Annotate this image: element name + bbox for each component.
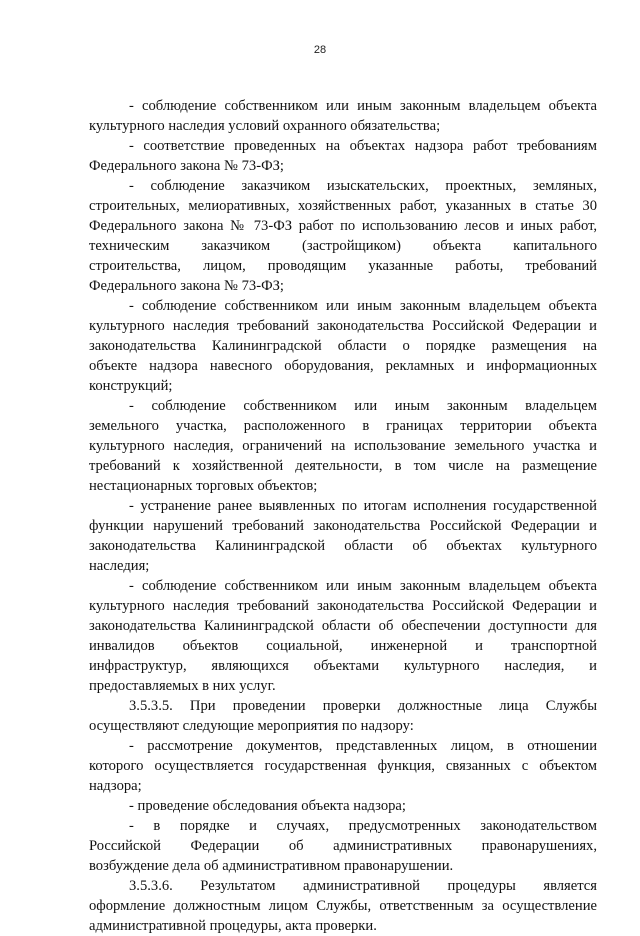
- text-line: - соответствие проведенных на объектах надзора работ требованиям: [129, 138, 597, 154]
- text-line: нестационарных торговых объектов;: [89, 478, 318, 494]
- text-line: законодательства Калининградской области об объектах культурного: [89, 538, 597, 554]
- text-line: оформление должностным лицом Службы, ответственным за осуществление: [89, 898, 597, 914]
- text-line: наследия;: [89, 558, 150, 574]
- text-line: - соблюдение собственником или иным законным владельцем объекта: [129, 298, 597, 314]
- page-number: 28: [313, 44, 327, 56]
- text-line: культурного наследия требований законодательства Российской Федерации и: [89, 318, 597, 334]
- text-line: - соблюдение собственником или иным законным владельцем: [129, 398, 597, 414]
- text-line: функции нарушений требований законодательства Российской Федерации и: [89, 518, 597, 534]
- text-line: Федерального закона № 73-ФЗ;: [89, 158, 284, 174]
- text-line: - соблюдение заказчиком изыскательских, проектных, земляных,: [129, 178, 597, 194]
- text-line: - в порядке и случаях, предусмотренных законодательством: [129, 818, 597, 834]
- text-line: техническим заказчиком (застройщиком) объекта капитального: [89, 238, 597, 254]
- text-line: законодательства Калининградской области об обеспечении доступности для: [89, 618, 597, 634]
- text-line: административной процедуры, акта проверки.: [89, 918, 377, 934]
- text-line: - соблюдение собственником или иным законным владельцем объекта: [129, 578, 597, 594]
- text-line: Федерального закона № 73-ФЗ работ по использованию лесов и иных работ,: [89, 218, 597, 234]
- text-line: - проведение обследования объекта надзора;: [129, 798, 406, 814]
- text-line: 3.5.3.6. Результатом административной процедуры является: [129, 878, 597, 894]
- text-line: осуществляют следующие мероприятия по надзору:: [89, 718, 414, 734]
- text-line: - рассмотрение документов, представленных лицом, в отношении: [129, 738, 597, 754]
- text-line: культурного наследия, ограничений на использование земельного участка и: [89, 438, 597, 454]
- text-line: культурного наследия требований законодательства Российской Федерации и: [89, 598, 597, 614]
- text-line: возбуждение дела об административном правонарушении.: [89, 858, 454, 874]
- text-line: Федерального закона № 73-ФЗ;: [89, 278, 284, 294]
- text-line: конструкций;: [89, 378, 173, 394]
- text-line: требований к хозяйственной деятельности, в том числе на размещение: [89, 458, 597, 474]
- text-line: которого осуществляется государственная функция, связанных с объектом: [89, 758, 597, 774]
- text-line: 3.5.3.5. При проведении проверки должностные лица Службы: [129, 698, 597, 714]
- text-line: предоставляемых в них услуг.: [89, 678, 276, 694]
- text-line: культурного наследия условий охранного обязательства;: [89, 118, 441, 134]
- text-line: надзора;: [89, 778, 142, 794]
- text-line: инфраструктур, являющихся объектами культурного наследия, и: [89, 658, 597, 674]
- document-body: [89, 96, 597, 936]
- text-line: - устранение ранее выявленных по итогам исполнения государственной: [129, 498, 597, 514]
- text-line: Российской Федерации об административных правонарушениях,: [89, 838, 597, 854]
- text-line: законодательства Калининградской области о порядке размещения на: [89, 338, 597, 354]
- text-line: строительных, мелиоративных, хозяйственных работ, указанных в статье 30: [89, 198, 597, 214]
- text-line: инвалидов объектов социальной, инженерной и транспортной: [89, 638, 597, 654]
- text-line: - соблюдение собственником или иным законным владельцем объекта: [129, 98, 597, 114]
- text-line: строительства, лицом, проводящим указанные работы, требований: [89, 258, 597, 274]
- text-line: земельного участка, расположенного в границах территории объекта: [89, 418, 597, 434]
- text-line: объекте надзора навесного оборудования, рекламных и информационных: [89, 358, 597, 374]
